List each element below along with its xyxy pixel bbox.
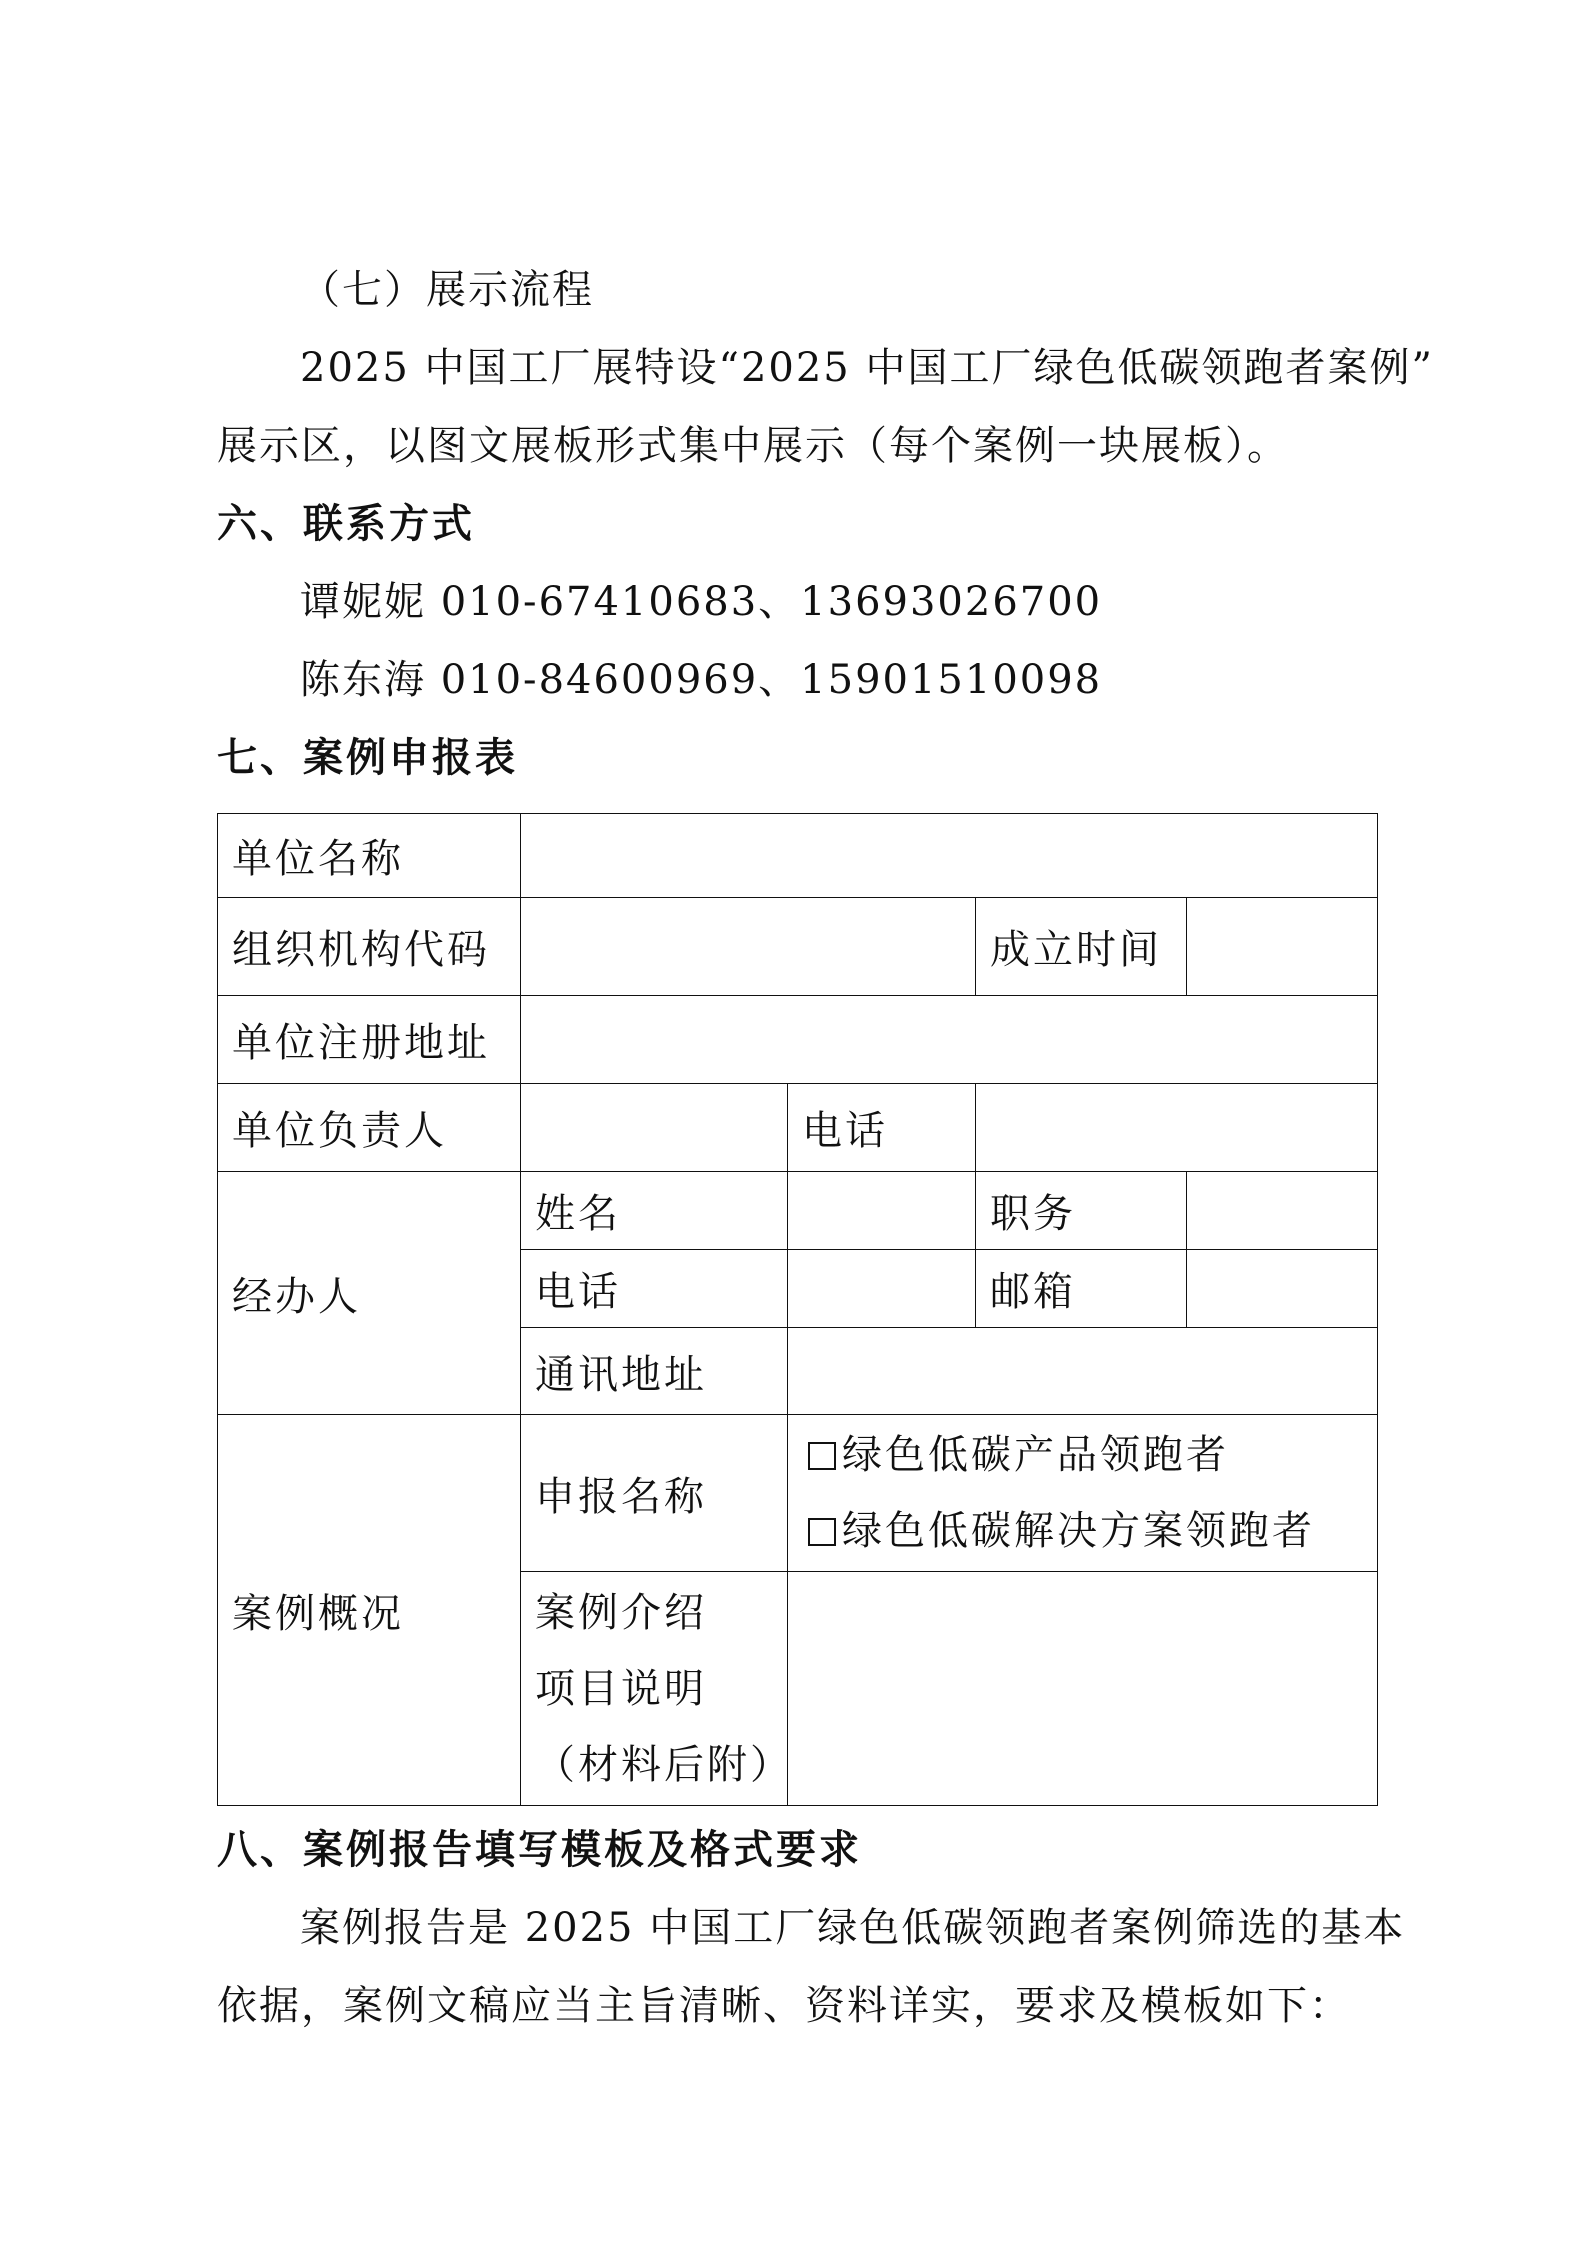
paragraph-line: 依据，案例文稿应当主旨清晰、资料详实，要求及模板如下： <box>217 1983 1351 2029</box>
table-row <box>218 1084 1378 1172</box>
paragraph-line: 2025 中国工厂展特设“2025 中国工厂绿色低碳领跑者案例” <box>300 345 1434 391</box>
label-mail-address: 通讯地址 <box>521 1328 788 1415</box>
checkbox-icon[interactable] <box>808 1442 836 1470</box>
field-unit-head[interactable] <box>521 1084 788 1172</box>
paragraph-line: 展示区，以图文展板形式集中展示（每个案例一块展板）。 <box>217 423 1289 469</box>
label-org-code: 组织机构代码 <box>218 898 521 996</box>
label-unit-head: 单位负责人 <box>218 1084 521 1172</box>
label-reg-address: 单位注册地址 <box>218 996 521 1084</box>
field-unit-name[interactable] <box>521 814 1378 898</box>
option-product-leader[interactable] <box>802 1417 1377 1493</box>
label-position: 职务 <box>976 1172 1187 1250</box>
label-handler: 经办人 <box>218 1172 521 1415</box>
label-case-intro <box>521 1572 793 1806</box>
table-row <box>218 1415 1378 1572</box>
contact-line: 谭妮妮 010-67410683、13693026700 <box>300 579 1103 625</box>
field-position[interactable] <box>1187 1172 1378 1250</box>
table-row <box>218 1172 1378 1250</box>
option-solution-leader[interactable] <box>802 1493 1377 1569</box>
field-handler-phone[interactable] <box>788 1250 976 1328</box>
application-form-table <box>217 813 1378 1806</box>
section-heading-form: 七、案例申报表 <box>217 735 518 781</box>
checkbox-icon[interactable] <box>808 1518 836 1546</box>
paragraph-line: 案例报告是 2025 中国工厂绿色低碳领跑者案例筛选的基本 <box>300 1905 1406 1951</box>
section-heading-template: 八、案例报告填写模板及格式要求 <box>217 1827 862 1873</box>
section-heading-contact: 六、联系方式 <box>217 501 475 547</box>
label-name: 姓名 <box>521 1172 788 1250</box>
apply-options-cell <box>788 1415 1378 1572</box>
label-email: 邮箱 <box>976 1250 1187 1328</box>
label-founded: 成立时间 <box>976 898 1187 996</box>
label-apply-name: 申报名称 <box>521 1415 788 1572</box>
subsection-title: （七）展示流程 <box>300 267 594 313</box>
field-reg-address[interactable] <box>521 996 1378 1084</box>
case-intro-line: 案例介绍 <box>535 1589 707 1636</box>
field-name[interactable] <box>788 1172 976 1250</box>
table-row <box>218 898 1378 996</box>
label-handler-phone: 电话 <box>521 1250 788 1328</box>
option-label: 绿色低碳产品领跑者 <box>842 1432 1229 1478</box>
field-case-intro[interactable] <box>788 1572 1378 1806</box>
table-row <box>218 996 1378 1084</box>
case-intro-line: （材料后附） <box>535 1741 793 1788</box>
table-row <box>218 814 1378 898</box>
label-case-overview: 案例概况 <box>218 1415 521 1806</box>
case-intro-line: 项目说明 <box>535 1665 707 1712</box>
field-mail-address[interactable] <box>788 1328 1378 1415</box>
label-unit-name: 单位名称 <box>218 814 521 898</box>
field-org-code[interactable] <box>521 898 976 996</box>
option-label: 绿色低碳解决方案领跑者 <box>842 1508 1315 1554</box>
field-phone[interactable] <box>976 1084 1378 1172</box>
contact-line: 陈东海 010-84600969、15901510098 <box>300 657 1103 703</box>
field-email[interactable] <box>1187 1250 1378 1328</box>
field-founded[interactable] <box>1187 898 1378 996</box>
label-phone: 电话 <box>788 1084 976 1172</box>
